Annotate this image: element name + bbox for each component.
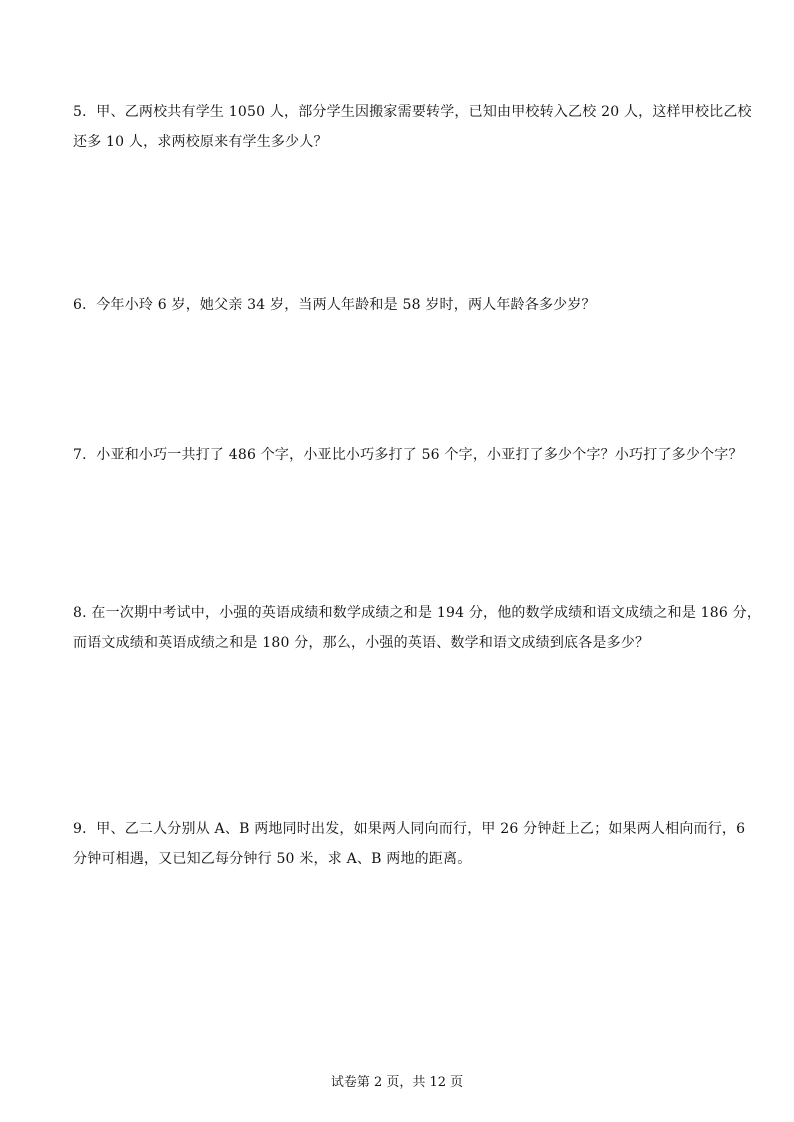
question-9-line-2: 分钟可相遇，又已知乙每分钟行 50 米，求 A、B 两地的距离。 — [73, 851, 472, 867]
question-5-line-1: 5．甲、乙两校共有学生 1050 人，部分学生因搬家需要转学，已知由甲校转入乙校 20 人，这样甲校比乙校 — [73, 104, 752, 120]
question-7 — [73, 440, 743, 470]
question-8 — [73, 598, 762, 658]
question-5-line-2: 还多 10 人，求两校原来有学生多少人？ — [73, 134, 328, 150]
page-footer: 试卷第 2 页，共 12 页 — [330, 1075, 464, 1090]
question-8-line-2: 而语文成绩和英语成绩之和是 180 分，那么，小强的英语、数学和语文成绩到底各是多少？ — [73, 635, 650, 651]
question-8-line-1: 8. 在一次期中考试中，小强的英语成绩和数学成绩之和是 194 分，他的数学成绩和语文成绩之和是 186 分， — [73, 605, 762, 621]
question-9-line-1: 9．甲、乙二人分别从 A、B 两地同时出发，如果两人同向而行，甲 26 分钟赶上乙；如果两人相向而行，6 — [73, 821, 746, 837]
question-9 — [73, 814, 746, 874]
question-5 — [73, 97, 752, 157]
question-7-line-1: 7．小亚和小巧一共打了 486 个字，小亚比小巧多打了 56 个字，小亚打了多少个字？小巧打了多少个字？ — [73, 447, 743, 463]
question-6-line-1: 6．今年小玲 6 岁，她父亲 34 岁，当两人年龄和是 58 岁时，两人年龄各多少岁？ — [73, 297, 596, 313]
question-6 — [73, 290, 723, 320]
